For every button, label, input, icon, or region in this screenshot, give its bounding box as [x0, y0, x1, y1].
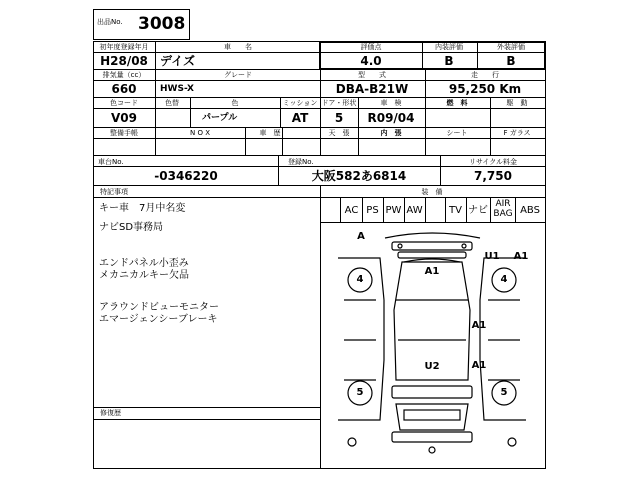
color-value: パープル — [202, 113, 238, 123]
damage-mark: A1 — [471, 320, 487, 331]
first-reg-label: 初年度登録年月 — [99, 43, 149, 51]
interior-grade-label: 内装評価 — [435, 43, 463, 51]
exterior-grade-label: 外装評価 — [497, 43, 525, 51]
displacement-value: 660 — [111, 82, 137, 96]
front-glass-label: F ガラス — [503, 129, 531, 137]
transmission-value: AT — [291, 111, 309, 125]
interior-grade-value: B — [444, 54, 454, 68]
recycle-fee-label: リサイクル料金 — [468, 158, 518, 166]
damage-mark: A1 — [471, 360, 487, 371]
equipment-pw: PW — [385, 205, 402, 216]
note-line: アラウンドビューモニター — [99, 302, 219, 313]
doors-label: ドア・形状 — [321, 99, 357, 107]
color-code-label: 色コード — [110, 99, 138, 107]
note-line: エマージェンシーブレーキ — [99, 314, 218, 325]
color-label: 色 — [231, 99, 239, 107]
lot-number: 3008 — [138, 14, 186, 34]
grade-value: HWS-X — [160, 84, 194, 94]
notes-label: 特記事項 — [100, 188, 128, 196]
damage-mark: U2 — [424, 361, 440, 372]
model-value: DBA-B21W — [335, 82, 409, 96]
grade-label: グレード — [224, 71, 252, 79]
doors-value: 5 — [334, 111, 344, 125]
lot-number-label: 出品No. — [97, 18, 123, 26]
fuel-label: 燃 料 — [446, 99, 468, 107]
drive-label: 駆 動 — [506, 99, 528, 107]
note-line: キー車 7月中名変 — [99, 203, 186, 214]
equipment-label: 装 備 — [421, 188, 443, 196]
equipment-aw: AW — [406, 205, 423, 216]
chassis-number-value: -0346220 — [154, 169, 218, 183]
color-change-label: 色替 — [165, 99, 179, 107]
mileage-label: 走 行 — [471, 71, 499, 79]
nox-label: N O X — [190, 129, 210, 137]
recycle-fee-value: 7,750 — [474, 169, 512, 183]
chassis-number-label: 車台No. — [98, 158, 124, 166]
damage-mark: A1 — [424, 266, 440, 277]
displacement-label: 排気量（cc） — [102, 71, 146, 79]
damage-mark: 4 — [356, 274, 364, 285]
inspection-label: 車 検 — [380, 99, 402, 107]
score-value: 4.0 — [360, 54, 382, 68]
registration-number-value: 大阪582あ6814 — [311, 169, 407, 183]
history-label: 車 歴 — [259, 129, 281, 137]
equipment-tv: TV — [449, 205, 462, 216]
equipment-abs: ABS — [520, 205, 540, 216]
damage-mark: 4 — [500, 274, 508, 285]
maintenance-book-label: 整備手帳 — [110, 129, 138, 137]
damage-mark: A — [357, 231, 365, 242]
car-name-value: デイズ — [160, 54, 196, 68]
mileage-value: 95,250 Km — [448, 82, 522, 96]
inspection-value: R09/04 — [367, 111, 415, 125]
model-label: 型 式 — [358, 71, 386, 79]
damage-mark: U1 — [484, 251, 500, 262]
repair-history-label: 修復歴 — [100, 409, 121, 417]
note-line: メカニカルキー欠品 — [99, 270, 189, 281]
equipment-ps: PS — [366, 205, 379, 216]
equipment-navi: ナビ — [468, 205, 488, 216]
damage-mark: A1 — [513, 251, 529, 262]
color-code-value: V09 — [111, 111, 137, 125]
ceiling-label: 天 張 — [328, 129, 350, 137]
transmission-label: ミッション — [282, 99, 318, 107]
damage-mark: 5 — [356, 387, 364, 398]
equipment-airbag: AIR BAG — [493, 199, 513, 219]
damage-mark: 5 — [500, 387, 508, 398]
note-line: エンドパネル小歪み — [99, 258, 189, 269]
seat-label: シート — [446, 129, 468, 137]
car-name-label: 車 名 — [224, 43, 252, 51]
equipment-ac: AC — [344, 205, 359, 216]
exterior-grade-value: B — [506, 54, 516, 68]
registration-number-label: 登録No. — [288, 158, 314, 166]
first-reg-value: H28/08 — [100, 54, 148, 68]
interior-trim-label: 内 張 — [380, 129, 402, 137]
score-label: 評価点 — [360, 43, 382, 51]
note-line: ナビSD事務局 — [99, 222, 164, 233]
